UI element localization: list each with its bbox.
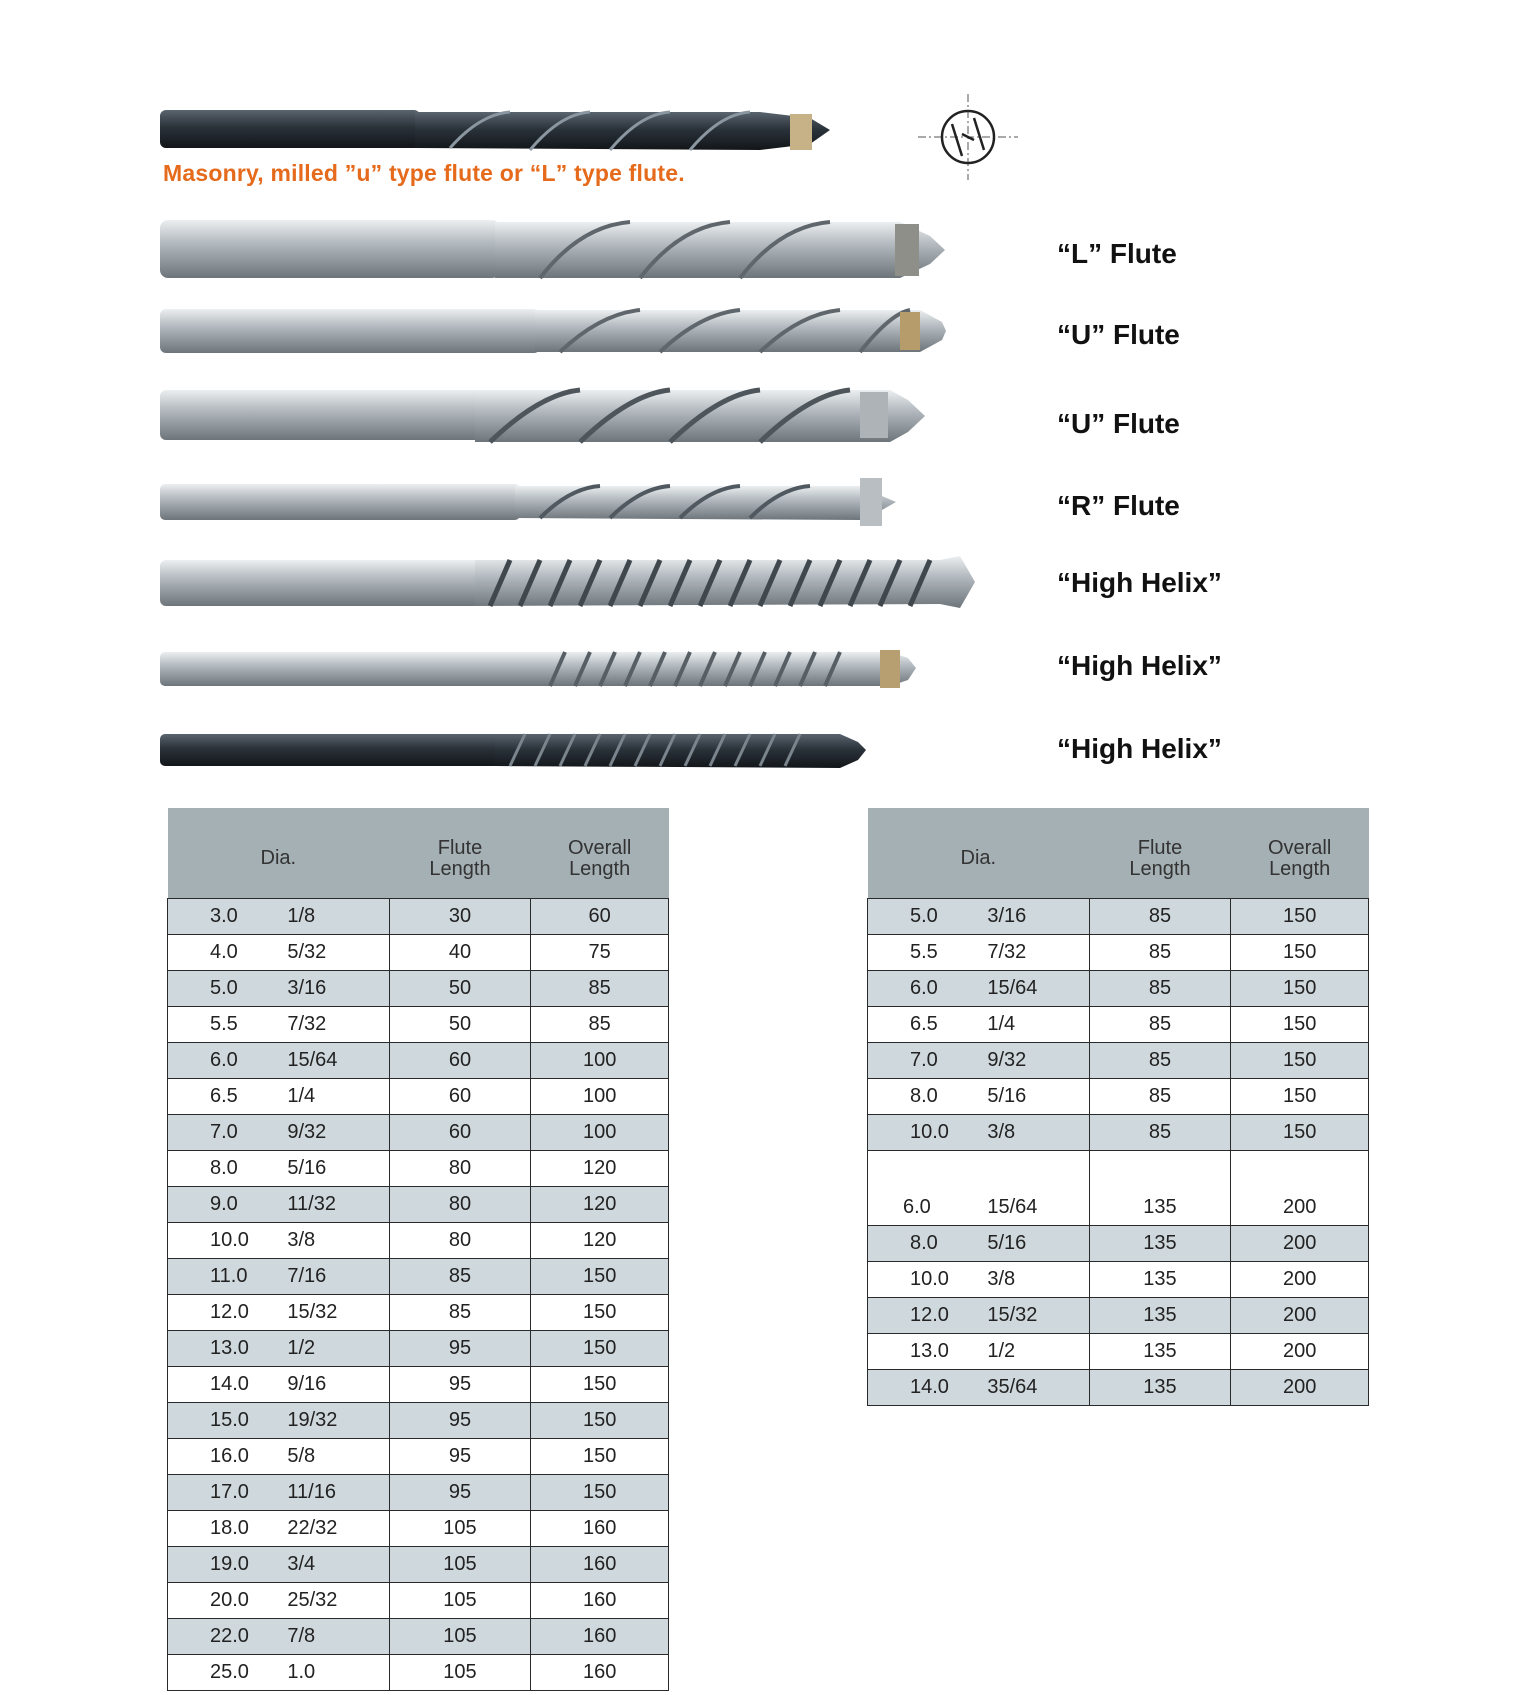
table-row — [168, 1619, 669, 1655]
table-row — [168, 1295, 669, 1331]
dia-mm-cell: 6.0 — [168, 1043, 278, 1079]
bit-label-l-flute: “L” Flute — [1057, 238, 1177, 269]
table-row — [168, 935, 669, 971]
dia-inch-cell: 5/16 — [277, 1151, 389, 1187]
dia-inch-cell: 7/8 — [277, 1619, 389, 1655]
dia-mm-cell: 6.5 — [868, 1007, 978, 1043]
bit-label-u-flute-1: “U” Flute — [1057, 319, 1180, 350]
flute-length-cell: 135 — [1089, 1262, 1231, 1298]
table-row — [168, 971, 669, 1007]
dia-mm-cell: 8.0 — [168, 1151, 278, 1187]
table-row — [168, 1511, 669, 1547]
flute-length-cell: 60 — [389, 1043, 531, 1079]
dia-inch-cell: 9/16 — [277, 1367, 389, 1403]
drill-bit-image-u-flute-1 — [160, 306, 950, 356]
flute-length-cell: 135 — [1089, 1298, 1231, 1334]
table-row — [868, 1262, 1369, 1298]
flute-length-cell: 105 — [389, 1547, 531, 1583]
dia-inch-cell: 3/16 — [277, 971, 389, 1007]
flute-length-cell: 85 — [1089, 899, 1231, 935]
overall-length-cell: 160 — [531, 1511, 669, 1547]
dia-mm-cell: 15.0 — [168, 1403, 278, 1439]
dia-mm-cell: 5.5 — [168, 1007, 278, 1043]
bit-label-high-helix-1: “High Helix” — [1057, 567, 1222, 598]
overall-length-cell: 150 — [1231, 1007, 1369, 1043]
dia-mm-cell: 25.0 — [168, 1655, 278, 1691]
table-row — [868, 1115, 1369, 1151]
bit-label-r-flute: “R” Flute — [1057, 490, 1180, 521]
flute-length-cell: 60 — [389, 1079, 531, 1115]
flute-length-cell: 85 — [1089, 1007, 1231, 1043]
flute-length-cell: 95 — [389, 1331, 531, 1367]
overall-length-cell: 85 — [531, 1007, 669, 1043]
overall-length-cell: 150 — [1231, 899, 1369, 935]
overall-length-cell: 100 — [531, 1115, 669, 1151]
dia-mm-cell: 5.0 — [168, 971, 278, 1007]
overall-length-cell: 150 — [531, 1439, 669, 1475]
overall-length-cell: 85 — [531, 971, 669, 1007]
dia-mm-cell: 4.0 — [168, 935, 278, 971]
table-row — [868, 1007, 1369, 1043]
flute-length-cell: 80 — [389, 1151, 531, 1187]
dia-inch-cell: 7/16 — [277, 1259, 389, 1295]
overall-length-cell: 200 — [1231, 1151, 1369, 1226]
header-dia: Dia. — [168, 808, 390, 899]
flute-length-cell: 135 — [1089, 1226, 1231, 1262]
flute-length-cell: 105 — [389, 1583, 531, 1619]
dia-mm-cell: 16.0 — [168, 1439, 278, 1475]
overall-length-cell: 200 — [1231, 1370, 1369, 1406]
overall-length-cell: 200 — [1231, 1298, 1369, 1334]
dia-mm-cell: 7.0 — [168, 1115, 278, 1151]
drill-bit-image-u-flute-2 — [160, 384, 930, 448]
dia-mm-cell: 12.0 — [868, 1298, 978, 1334]
flute-length-cell: 105 — [389, 1619, 531, 1655]
dia-mm-cell: 20.0 — [168, 1583, 278, 1619]
table-row — [868, 971, 1369, 1007]
dia-inch-cell: 35/64 — [977, 1370, 1089, 1406]
dia-mm-cell: 18.0 — [168, 1511, 278, 1547]
table-row — [868, 899, 1369, 935]
flute-length-cell: 30 — [389, 899, 531, 935]
flute-length-cell: 80 — [389, 1187, 531, 1223]
dia-inch-cell: 1/2 — [977, 1334, 1089, 1370]
dia-mm-cell: 13.0 — [868, 1334, 978, 1370]
table-row — [868, 935, 1369, 971]
dia-mm-cell: 10.0 — [168, 1223, 278, 1259]
dia-mm-cell: 5.5 — [868, 935, 978, 971]
dia-inch-cell: 11/16 — [277, 1475, 389, 1511]
overall-length-cell: 160 — [531, 1547, 669, 1583]
flute-length-cell: 135 — [1089, 1334, 1231, 1370]
dia-mm-cell: 14.0 — [168, 1367, 278, 1403]
drill-bit-image-l-flute — [160, 216, 950, 284]
flute-length-cell: 95 — [389, 1367, 531, 1403]
dia-inch-cell: 5/32 — [277, 935, 389, 971]
dia-inch-cell: 11/32 — [277, 1187, 389, 1223]
dia-inch-cell: 1.0 — [277, 1655, 389, 1691]
dia-mm-cell: 10.0 — [868, 1262, 978, 1298]
flute-length-cell: 85 — [1089, 1115, 1231, 1151]
bit-label-high-helix-2: “High Helix” — [1057, 650, 1222, 681]
dia-inch-cell: 7/32 — [277, 1007, 389, 1043]
dia-inch-cell: 3/8 — [977, 1115, 1089, 1151]
flute-length-cell: 95 — [389, 1439, 531, 1475]
dia-mm-cell: 8.0 — [868, 1079, 978, 1115]
dia-inch-cell: 22/32 — [277, 1511, 389, 1547]
dia-inch-cell: 9/32 — [977, 1043, 1089, 1079]
flute-length-cell: 85 — [1089, 971, 1231, 1007]
overall-length-cell: 60 — [531, 899, 669, 935]
overall-length-cell: 200 — [1231, 1262, 1369, 1298]
overall-length-cell: 200 — [1231, 1226, 1369, 1262]
dia-mm-cell: 8.0 — [868, 1226, 978, 1262]
table-row — [168, 1655, 669, 1691]
table-row — [168, 1043, 669, 1079]
dia-mm-cell: 14.0 — [868, 1370, 978, 1406]
table-row — [168, 1547, 669, 1583]
table-row — [868, 1298, 1369, 1334]
overall-length-cell: 160 — [531, 1619, 669, 1655]
table-row — [168, 1475, 669, 1511]
flute-length-cell: 40 — [389, 935, 531, 971]
overall-length-cell: 120 — [531, 1187, 669, 1223]
dia-mm-cell: 22.0 — [168, 1619, 278, 1655]
flute-length-cell: 80 — [389, 1223, 531, 1259]
flute-length-cell: 60 — [389, 1115, 531, 1151]
dia-inch-cell: 1/4 — [977, 1007, 1089, 1043]
dia-mm-cell: 7.0 — [868, 1043, 978, 1079]
bit-label-high-helix-3: “High Helix” — [1057, 733, 1222, 764]
overall-length-cell: 150 — [531, 1259, 669, 1295]
bit-label-u-flute-2: “U” Flute — [1057, 408, 1180, 439]
overall-length-cell: 150 — [531, 1367, 669, 1403]
dia-inch-cell: 3/4 — [277, 1547, 389, 1583]
flute-cross-section-icon — [918, 94, 1018, 185]
table-row — [168, 1439, 669, 1475]
dia-inch-cell: 3/8 — [277, 1223, 389, 1259]
dia-mm-cell: 17.0 — [168, 1475, 278, 1511]
table-row — [168, 1223, 669, 1259]
dia-inch-cell: 1/8 — [277, 899, 389, 935]
overall-length-cell: 100 — [531, 1043, 669, 1079]
dia-inch-cell: 3/16 — [977, 899, 1089, 935]
overall-length-cell: 75 — [531, 935, 669, 971]
drill-bit-image-high-helix-black — [160, 726, 870, 776]
dia-inch-cell: 19/32 — [277, 1403, 389, 1439]
flute-length-cell: 85 — [389, 1295, 531, 1331]
flute-length-cell: 135 — [1089, 1370, 1231, 1406]
table-row — [868, 1043, 1369, 1079]
dia-inch-cell: 15/32 — [277, 1295, 389, 1331]
header-flute-length: Flute Length — [389, 808, 531, 899]
dia-mm-cell: 5.0 — [868, 899, 978, 935]
table-row — [168, 1151, 669, 1187]
header-overall-length: Overall Length — [1231, 808, 1369, 899]
flute-length-cell: 85 — [1089, 1079, 1231, 1115]
table-row — [868, 1151, 1369, 1226]
header-overall-length: Overall Length — [531, 808, 669, 899]
table-row — [868, 1334, 1369, 1370]
flute-length-cell: 135 — [1089, 1151, 1231, 1226]
dia-mm-cell: 9.0 — [168, 1187, 278, 1223]
masonry-drill-bit-image — [160, 104, 830, 160]
table-row — [168, 1331, 669, 1367]
dia-inch-cell: 1/2 — [277, 1331, 389, 1367]
dia-inch-cell: 15/32 — [977, 1298, 1089, 1334]
masonry-caption: Masonry, milled ”u” type flute or “L” type flute. — [163, 160, 685, 186]
dia-inch-cell: 9/32 — [277, 1115, 389, 1151]
table-row — [168, 1403, 669, 1439]
dia-inch-cell: 1/4 — [277, 1079, 389, 1115]
dia-mm-cell: 3.0 — [168, 899, 278, 935]
table-row — [868, 1226, 1369, 1262]
overall-length-cell: 100 — [531, 1079, 669, 1115]
table-row — [168, 1007, 669, 1043]
dia-inch-cell: 5/8 — [277, 1439, 389, 1475]
overall-length-cell: 150 — [531, 1331, 669, 1367]
overall-length-cell: 150 — [1231, 971, 1369, 1007]
table-row — [168, 1187, 669, 1223]
dia-mm-cell: 13.0 — [168, 1331, 278, 1367]
drill-bit-image-high-helix-1 — [160, 550, 980, 614]
flute-length-cell: 85 — [1089, 1043, 1231, 1079]
table-row — [168, 1079, 669, 1115]
table-row — [168, 1583, 669, 1619]
table-row — [168, 1259, 669, 1295]
overall-length-cell: 160 — [531, 1583, 669, 1619]
flute-length-cell: 50 — [389, 1007, 531, 1043]
dia-inch-cell: 15/64 — [277, 1043, 389, 1079]
drill-bit-image-r-flute — [160, 476, 900, 528]
header-dia: Dia. — [868, 808, 1090, 899]
dia-inch-cell: 15/64 — [977, 1151, 1089, 1226]
dia-inch-cell: 25/32 — [277, 1583, 389, 1619]
table-row — [168, 1367, 669, 1403]
overall-length-cell: 200 — [1231, 1334, 1369, 1370]
dia-mm-cell: 12.0 — [168, 1295, 278, 1331]
dia-mm-cell: 19.0 — [168, 1547, 278, 1583]
flute-length-cell: 105 — [389, 1511, 531, 1547]
overall-length-cell: 150 — [1231, 935, 1369, 971]
overall-length-cell: 120 — [531, 1151, 669, 1187]
overall-length-cell: 120 — [531, 1223, 669, 1259]
dia-mm-cell: 11.0 — [168, 1259, 278, 1295]
dia-mm-cell: 6.5 — [168, 1079, 278, 1115]
dia-inch-cell: 15/64 — [977, 971, 1089, 1007]
dia-mm-cell: 6.0 — [868, 1151, 978, 1226]
flute-length-cell: 95 — [389, 1403, 531, 1439]
overall-length-cell: 150 — [531, 1475, 669, 1511]
table-row — [868, 1370, 1369, 1406]
dia-mm-cell: 10.0 — [868, 1115, 978, 1151]
table-row — [168, 1115, 669, 1151]
overall-length-cell: 150 — [531, 1403, 669, 1439]
dia-inch-cell: 3/8 — [977, 1262, 1089, 1298]
dia-mm-cell: 6.0 — [868, 971, 978, 1007]
table-row — [168, 899, 669, 935]
dia-inch-cell: 7/32 — [977, 935, 1089, 971]
overall-length-cell: 150 — [1231, 1115, 1369, 1151]
dia-inch-cell: 5/16 — [977, 1079, 1089, 1115]
header-flute-length: Flute Length — [1089, 808, 1231, 899]
flute-length-cell: 50 — [389, 971, 531, 1007]
flute-length-cell: 85 — [389, 1259, 531, 1295]
flute-length-cell: 95 — [389, 1475, 531, 1511]
overall-length-cell: 150 — [1231, 1043, 1369, 1079]
size-table-right — [867, 808, 1369, 1406]
drill-bit-image-high-helix-2 — [160, 642, 920, 694]
overall-length-cell: 150 — [1231, 1079, 1369, 1115]
dia-inch-cell: 5/16 — [977, 1226, 1089, 1262]
overall-length-cell: 160 — [531, 1655, 669, 1691]
table-row — [868, 1079, 1369, 1115]
overall-length-cell: 150 — [531, 1295, 669, 1331]
size-table-left — [167, 808, 669, 1691]
flute-length-cell: 85 — [1089, 935, 1231, 971]
flute-length-cell: 105 — [389, 1655, 531, 1691]
